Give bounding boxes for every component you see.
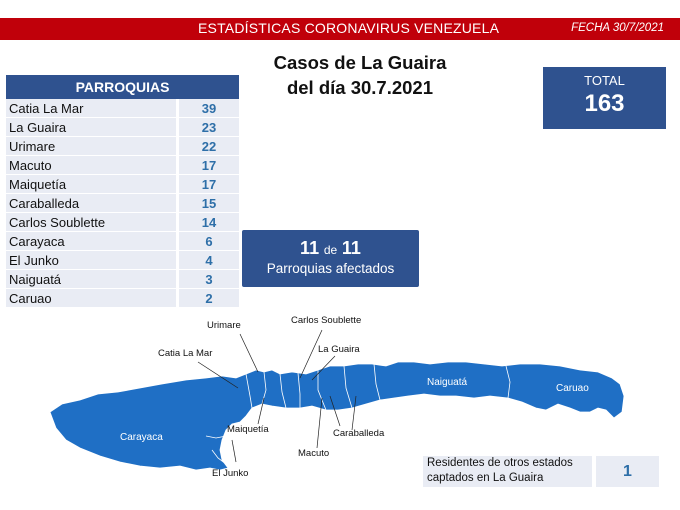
map-label-macuto: Macuto <box>298 448 330 459</box>
map-label-caraballeda: Caraballeda <box>333 428 385 439</box>
affected-count: 11 <box>300 238 320 258</box>
total-label: TOTAL <box>584 73 625 88</box>
parroquia-name: Naiguatá <box>6 270 176 289</box>
parroquia-name: Catia La Mar <box>6 99 176 118</box>
affected-parishes-box <box>242 230 419 287</box>
table-row <box>6 270 239 289</box>
parroquia-name: Urimare <box>6 137 176 156</box>
map-label-naiguata: Naiguatá <box>427 377 468 388</box>
map-label-carayaca: Carayaca <box>120 432 163 443</box>
parroquias-table <box>6 75 239 308</box>
map-label-urimare: Urimare <box>207 320 241 331</box>
parroquia-value: 17 <box>179 175 239 194</box>
parroquia-name: Caruao <box>6 289 176 308</box>
residents-value: 1 <box>596 456 659 487</box>
parroquia-value: 22 <box>179 137 239 156</box>
banner-title: ESTADÍSTICAS CORONAVIRUS VENEZUELA <box>198 20 500 36</box>
parroquia-value: 6 <box>179 232 239 251</box>
map-label-maiquetia: Maiquetía <box>227 424 269 435</box>
table-row <box>6 118 239 137</box>
residents-label: Residentes de otros estados captados en La Guaira <box>423 456 592 487</box>
table-row <box>6 137 239 156</box>
top-banner <box>0 18 680 40</box>
map-label-carlos-soublette: Carlos Soublette <box>291 315 362 326</box>
total-value: 163 <box>584 90 625 117</box>
parroquia-value: 15 <box>179 194 239 213</box>
total-box <box>543 67 666 129</box>
page-title <box>255 50 465 100</box>
parroquia-name: Macuto <box>6 156 176 175</box>
affected-count-line <box>242 238 419 259</box>
map-label-caruao: Caruao <box>556 383 589 394</box>
table-row <box>6 156 239 175</box>
map-label-la-guaira: La Guaira <box>318 344 360 355</box>
parroquia-name: Caraballeda <box>6 194 176 213</box>
parroquias-header: PARROQUIAS <box>6 75 239 99</box>
map-label-catia-la-mar: Catia La Mar <box>158 348 213 359</box>
parroquia-value: 3 <box>179 270 239 289</box>
table-row <box>6 194 239 213</box>
table-row <box>6 232 239 251</box>
parroquia-name: Carayaca <box>6 232 176 251</box>
parroquia-value: 2 <box>179 289 239 308</box>
parroquia-name: Maiquetía <box>6 175 176 194</box>
table-row <box>6 99 239 118</box>
parroquia-name: El Junko <box>6 251 176 270</box>
banner-date: FECHA 30/7/2021 <box>571 22 664 34</box>
affected-label: Parroquias afectados <box>266 261 395 276</box>
parroquia-name: La Guaira <box>6 118 176 137</box>
page-title-line1: Casos de La Guaira <box>273 52 447 73</box>
parroquia-value: 4 <box>179 251 239 270</box>
page-title-line2: del día 30.7.2021 <box>286 77 434 98</box>
table-row <box>6 175 239 194</box>
parroquia-name: Carlos Soublette <box>6 213 176 232</box>
affected-total: 11 <box>341 238 361 258</box>
parroquia-value: 17 <box>179 156 239 175</box>
map-label-el-junko: El Junko <box>212 468 249 479</box>
parroquia-value: 39 <box>179 99 239 118</box>
table-row <box>6 251 239 270</box>
parroquia-value: 14 <box>179 213 239 232</box>
parroquia-value: 23 <box>179 118 239 137</box>
other-states-residents <box>423 456 659 487</box>
affected-connector: de <box>323 243 338 257</box>
table-row <box>6 213 239 232</box>
